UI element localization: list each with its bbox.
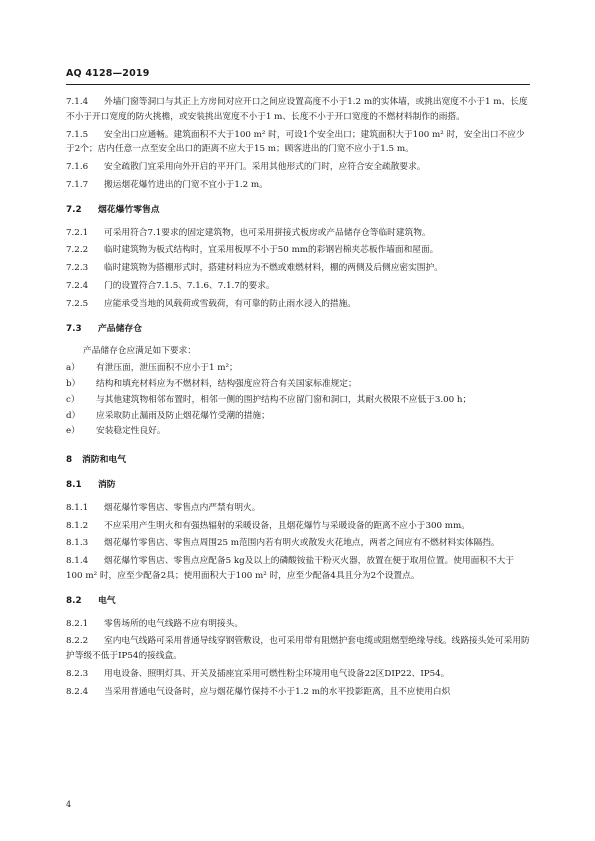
clause-number: 7.2.2 <box>66 245 89 256</box>
clause-number: 8.1.4 <box>66 556 89 567</box>
clause-7-1-4 <box>66 95 530 125</box>
clause-7-2-4 <box>66 279 530 294</box>
clause-7-1-6 <box>66 160 530 175</box>
clause-text: 外墙门窗等洞口与其正上方房间对应开口之间应设置高度不小于1.2 m的实体墙，或挑出宽度不小于1 m、长度不小于开口宽度的防火挑檐，或安装挑出宽度不小于1 m、长度不小于开口宽度的不燃材料制作的雨搭。 <box>66 97 528 122</box>
clause-text: 安全疏散门宜采用向外开启的平开门。采用其他形式的门时，应符合安全疏散要求。 <box>104 162 426 173</box>
clause-number: 7.2.3 <box>66 263 89 274</box>
list-text: 有泄压面，泄压面积不应小于1 m²； <box>96 363 238 374</box>
clause-text: 烟花爆竹零售店、零售点内严禁有明火。 <box>104 502 261 513</box>
list-text: 应采取防止漏雨及防止烟花爆竹受潮的措施； <box>96 410 270 421</box>
section-heading-8-2: 8.2 电气 <box>66 595 116 606</box>
clause-number: 8.2.2 <box>66 636 89 647</box>
section-7-3-list <box>66 361 530 439</box>
clause-8-1-1 <box>66 501 530 516</box>
clause-text: 应能承受当地的风载荷或雪载荷，有可靠的防止雨水浸入的措施。 <box>104 298 356 309</box>
clause-7-1-5 <box>66 128 530 158</box>
clause-number: 7.1.4 <box>66 97 89 107</box>
clause-8-2-3 <box>66 667 530 682</box>
list-item-d <box>66 409 530 424</box>
clause-number: 7.1.6 <box>66 162 89 173</box>
list-label: c） <box>66 394 80 405</box>
clause-text: 临时建筑物为板式结构时，宜采用板厚不小于50 mm的彩钢岩棉夹芯板作墙面和屋面。 <box>104 245 439 256</box>
list-item-c <box>66 393 530 408</box>
section-heading-7-2: 7.2 烟花爆竹零售点 <box>66 204 160 215</box>
clause-text: 用电设备、照明灯具、开关及插座宜采用可燃性粉尘环境用电气设备22区DIP22、IP54。 <box>104 668 450 679</box>
clause-8-2-1 <box>66 617 530 632</box>
clause-text: 可采用符合7.1要求的固定建筑物，也可采用拼接式板房或产品储存仓等临时建筑物。 <box>104 227 431 238</box>
clause-8-1-2 <box>66 519 530 534</box>
list-text: 安装稳定性良好。 <box>96 426 166 437</box>
section-heading-7-3: 7.3 产品储存仓 <box>66 323 142 334</box>
clause-number: 7.2.4 <box>66 280 89 291</box>
clause-text: 烟花爆竹零售店、零售点周围25 m范围内若有明火或散发火花地点，两者之间应有不燃材料实体隔挡。 <box>104 538 500 549</box>
clause-7-2-5 <box>66 297 530 312</box>
clause-text: 安全出口应通畅。建筑面积不大于100 m² 时，可设1个安全出口；建筑面积大于100 m² 时，安全出口不应少于2个；店内任意一点至安全出口的距离不应大于15 m；顾客进出的门宽不应小于1.5 m。 <box>66 129 525 155</box>
standard-number: AQ 4128—2019 <box>66 68 150 79</box>
list-label: d） <box>66 410 81 421</box>
list-item-e <box>66 424 530 439</box>
list-text: 结构和填充材料应为不燃材料，结构强度应符合有关国家标准规定； <box>96 378 357 389</box>
header-rule <box>66 84 530 85</box>
clause-text: 烟花爆竹零售店、零售点应配备5 kg及以上的磷酸铵盐干粉灭火器，放置在便于取用位置。使用面积不大于100 m² 时，应至少配备2具；使用面积大于100 m² 时，应至少配备4具且分为2个设置点。 <box>66 556 515 581</box>
list-label: b） <box>66 378 81 389</box>
clause-8-2-2 <box>66 634 530 664</box>
clause-number: 7.1.7 <box>66 179 89 190</box>
clause-text: 门的设置符合7.1.5、7.1.6、7.1.7的要求。 <box>104 280 275 291</box>
section-7-2-clauses <box>66 226 530 312</box>
list-label: a） <box>66 363 80 374</box>
clause-number: 8.2.4 <box>66 686 89 697</box>
clause-8-2-4 <box>66 685 530 700</box>
clause-number: 8.2.3 <box>66 668 89 679</box>
clause-text: 室内电气线路可采用普通导线穿钢管敷设，也可采用带有阻燃护套电缆或阻燃型绝缘导线。线路接头处可采用防护等级不低于IP54的接线盒。 <box>66 636 530 662</box>
section-8-2-clauses <box>66 617 530 700</box>
clause-7-2-1 <box>66 226 530 241</box>
section-heading-8-1: 8.1 消防 <box>66 479 116 490</box>
page-number: 4 <box>66 800 72 809</box>
clause-7-2-2 <box>66 243 530 258</box>
clause-text: 临时建筑物为搭棚形式时，搭建材料应为不燃或难燃材料，棚的两侧及后侧应密实围护。 <box>104 263 443 274</box>
clause-number: 8.1.3 <box>66 538 89 549</box>
list-item-a <box>66 361 530 376</box>
clause-7-1-7 <box>66 178 530 193</box>
clause-text: 当采用普通电气设备时，应与烟花爆竹保持不小于1.2 m的水平投影距离，且不应使用白炽 <box>104 686 451 697</box>
clause-7-2-3 <box>66 261 530 276</box>
list-text: 与其他建筑物相邻布置时，相邻一侧的围护结构不应留门窗和洞口，其耐火极限不应低于3.00 h； <box>96 394 472 405</box>
clause-text: 搬运烟花爆竹进出的门宽不宜小于1.2 m。 <box>104 179 268 190</box>
page-body <box>66 95 530 703</box>
clause-number: 8.1.2 <box>66 520 89 531</box>
clause-number: 7.2.5 <box>66 298 89 309</box>
clause-8-1-3 <box>66 536 530 551</box>
list-item-b <box>66 377 530 392</box>
section-8-1-clauses <box>66 501 530 584</box>
chapter-heading-8: 8 消防和电气 <box>66 455 126 466</box>
clause-number: 7.1.5 <box>66 129 89 140</box>
clause-text: 不应采用产生明火和有强热辐射的采暖设备，且烟花爆竹与采暖设备的距离不应小于300 mm。 <box>104 520 470 531</box>
clause-8-1-4 <box>66 554 530 584</box>
list-label: e） <box>66 426 80 437</box>
clause-number: 8.2.1 <box>66 618 89 629</box>
clause-number: 7.2.1 <box>66 227 89 238</box>
clause-text: 零售场所的电气线路不应有明接头。 <box>104 618 243 629</box>
clauses-7-1-continued <box>66 95 530 193</box>
clause-number: 8.1.1 <box>66 502 89 513</box>
section-7-3-intro: 产品储存仓应满足如下要求： <box>83 346 196 357</box>
